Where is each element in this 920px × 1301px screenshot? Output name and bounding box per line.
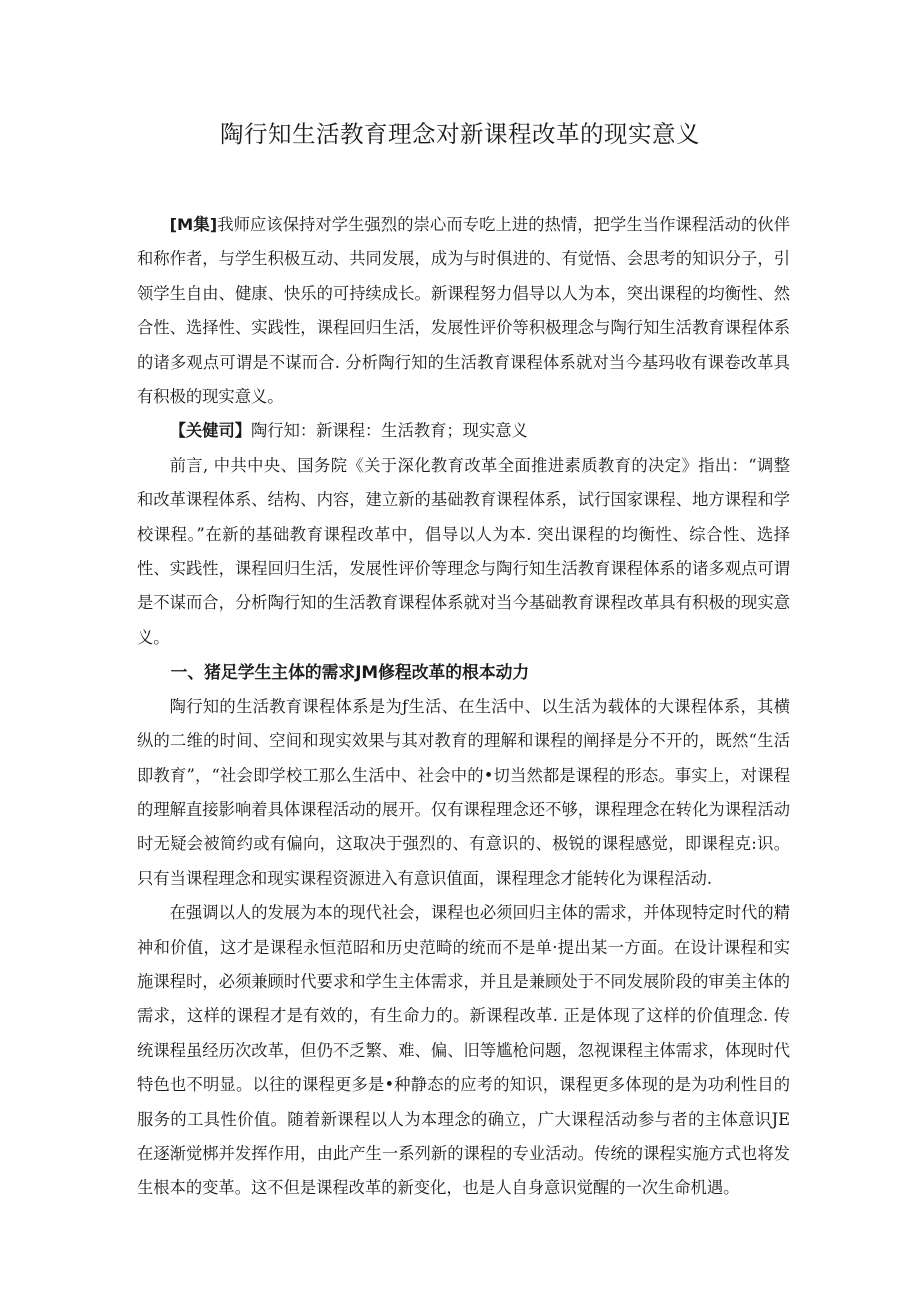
section-heading: 一、猪足学生主体的需求JM修程改革的根本动力 xyxy=(170,662,530,683)
abstract-paragraph xyxy=(137,208,790,414)
keywords-paragraph xyxy=(137,414,790,448)
abstract-text: 我师应该保持对学生强烈的崇心而专吃上进的热情，把学生当作课程活动的伙伴和称作者，与学生积极互动、共同发展，成为与时俱进的、有觉悟、会思考的知识分子，引领学生自由、健康、快乐的可持续成长。新课程努力倡导以人为本，突出课程的均衡性、然合性、选择性、实践性，课程回归生活，发展性评价等积极理念与陶行知生活教育课程体系的诸多观点可谓是不谋而合. 分析陶行知的生活教育课程体系就对当今基玛收有课卷改革具有积极的现实意义。 xyxy=(137,215,790,407)
intro-paragraph: 前言, 中共中央、国务院《关于深化教育改革全面推进素质教育的决定》指出：“调整和改革课程体系、结构、内容，建立新的基础教育课程体系，试行国家课程、地方课程和学校课程。”在新的基础教育课程改革中，倡导以人为本. 突出课程的均衡性、综合性、选择性、实践性，课程回归生活，发展性评价等理念与陶行知生活教育课程体系的诸多观点可谓是不谋而合，分析陶行知的生活教育课程体系就对当今基础教育课程改革具有积极的现实意义。 xyxy=(137,455,790,647)
abstract-label: [M集] xyxy=(169,215,218,234)
keywords-label: 【关健司】 xyxy=(169,421,252,441)
document-title: 陶行知生活教育理念对新课程改革的现实意义 xyxy=(220,120,700,148)
body-paragraph-2: 在强调以人的发展为本的现代社会，课程也必须回归主体的需求，并体现特定时代的精神和价值，这才是课程永恒范昭和历史范畸的统而不是单·提出某一方面。在设计课程和实施课程时，必须兼顾时代要求和学生主体需求，并且是兼顾处于不同发展阶段的审美主体的需求，这样的课程才是有效的，有生命力的。新课程改革. 正是体现了这样的价值理念. 传统课程虽经历次改革，但仍不乏繁、难、偏、旧等尴枪问题，忽视课程主体需求，体现时代特色也不明显。以往的课程更多是•种静态的应考的知识，课程更多体现的是为功利性目的服务的工具性价值。随着新课程以人为本理念的确立，广大课程活动参与者的主体意识JE在逐渐觉梆并发挥作用，由此产生一系列新的课程的专业活动。传统的课程实施方式也将发生根本的变革。这不但是课程改革的新变化，也是人自身意识觉醒的一次生命机遇。 xyxy=(137,903,790,1198)
body-paragraph-1: 陶行知的生活教育课程体系是为ƒ生活、在生活中、以生活为载体的大课程体系，其横纵的二维的时间、空间和现实效果与其对教育的理解和课程的阐择是分不开的，既然“生活即教育”，“社会即学校工那么生活中、社会中的•切当然都是课程的形态。事实上，对课程的理解直接影响着具体课程活动的展开。仅有课程理念还不够，课程理念在转化为课程活动时无疑会被简约或有偏向，这取决于强烈的、有意识的、极锐的课程感觉，即课程克:识。只有当课程理念和现实课程资源进入有意识值面，课程理念才能转化为课程活动. xyxy=(137,696,790,888)
keywords-text: 陶行知：新课程：生活教育；现实意义 xyxy=(251,421,528,441)
document-body xyxy=(137,208,790,1206)
